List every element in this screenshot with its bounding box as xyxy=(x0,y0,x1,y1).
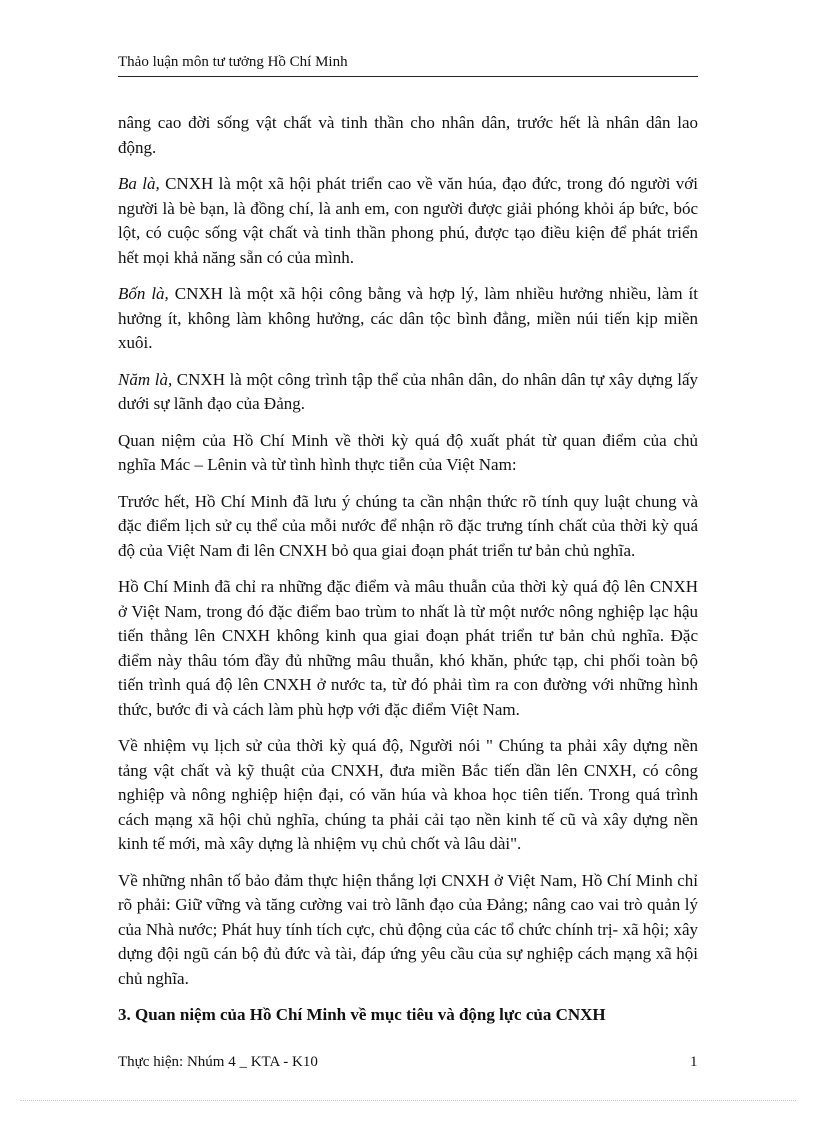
page-bottom-divider xyxy=(20,1100,796,1101)
page-number: 1 xyxy=(690,1054,698,1070)
paragraph-7: Hồ Chí Minh đã chỉ ra những đặc điểm và mâu thuẫn của thời kỳ quá độ lên CNXH ở Việt Nam, trong đó đặc điểm bao trùm to nhất là từ một nước nông nghiệp lạc hậu tiến thẳng lên CNXH không kinh qua giai đoạn phát triển tư bản chủ nghĩa. Đặc điểm này thâu tóm đầy đủ những mâu thuẫn, khó khăn, phức tạp, chi phối toàn bộ tiến trình quá độ lên CNXH ở nước ta, từ đó phải tìm ra con đường với những hình thức, bước đi và cách làm phù hợp với đặc điểm Việt Nam. xyxy=(118,577,698,719)
lead-phrase: Bốn là, xyxy=(118,284,169,303)
paragraph-3: Bốn là, CNXH là một xã hội công bằng và hợp lý, làm nhiều hưởng nhiều, làm ít hưởng ít, không làm không hưởng, các dân tộc bình đẳng, miền núi tiến kịp miền xuôi. xyxy=(118,284,698,352)
paragraph-4: Năm là, CNXH là một công trình tập thể của nhân dân, do nhân dân tự xây dựng lấy dưới sự lãnh đạo của Đảng. xyxy=(118,369,699,413)
footer-credit: Thực hiện: Nhúm 4 _ KTA - K10 xyxy=(118,1054,318,1070)
paragraph-1: nâng cao đời sống vật chất và tinh thần cho nhân dân, trước hết là nhân dân lao động. xyxy=(118,113,698,157)
lead-phrase: Ba là, xyxy=(118,174,160,193)
paragraph-8: Về nhiệm vụ lịch sử của thời kỳ quá độ, Người nói " Chúng ta phải xây dựng nền tảng vật chất và kỹ thuật của CNXH, đưa miền Bắc tiến dần lên CNXH, có công nghiệp và nông nghiệp hiện đại, có văn húa và khoa học tiên tiến. Trong quá trình cách mạng xã hội chủ nghĩa, chúng ta phải cải tạo nền kinh tế cũ và xây dựng nền kinh tế mới, mà xây dựng là nhiệm vụ chủ chốt và lâu dài". xyxy=(118,736,698,853)
page-header: Thảo luận môn tư tưởng Hồ Chí Minh xyxy=(118,54,348,70)
paragraph-5: Quan niệm của Hồ Chí Minh về thời kỳ quá độ xuất phát từ quan điểm của chủ nghĩa Mác – Lênin và từ tình hình thực tiễn của Việt Nam: xyxy=(118,430,698,474)
document-body xyxy=(118,111,698,1027)
section-heading: 3. Quan niệm của Hồ Chí Minh về mục tiêu và động lực của CNXH xyxy=(118,1005,606,1024)
paragraph-6: Trước hết, Hồ Chí Minh đã lưu ý chúng ta cần nhận thức rõ tính quy luật chung và đặc điểm lịch sử cụ thể của mỗi nước để nhận rõ đặc trưng tính chất của thời kỳ quá độ của Việt Nam đi lên CNXH bỏ qua giai đoạn phát triển tư bản chủ nghĩa. xyxy=(118,491,698,560)
paragraph-2: Ba là, CNXH là một xã hội phát triển cao về văn húa, đạo đức, trong đó người với người là bè bạn, là đồng chí, là anh em, con người được giải phóng khỏi áp bức, bóc lột, có cuộc sống vật chất và tinh thần phong phú, được tạo điều kiện để phát triển hết mọi khả năng sẵn có của mình. xyxy=(118,174,698,267)
header-divider xyxy=(118,76,698,77)
paragraph-9: Về những nhân tố bảo đảm thực hiện thắng lợi CNXH ở Việt Nam, Hồ Chí Minh chỉ rõ phải: Giữ vững và tăng cường vai trò lãnh đạo của Đảng; nâng cao vai trò quản lý của Nhà nước; Phát huy tính tích cực, chủ động của các tổ chức chính trị- xã hội; xây dựng đội ngũ cán bộ đủ đức và tài, đáp ứng yêu cầu của sự nghiệp cách mạng xã hội chủ nghĩa. xyxy=(118,870,698,988)
lead-phrase: Năm là, xyxy=(118,369,173,389)
